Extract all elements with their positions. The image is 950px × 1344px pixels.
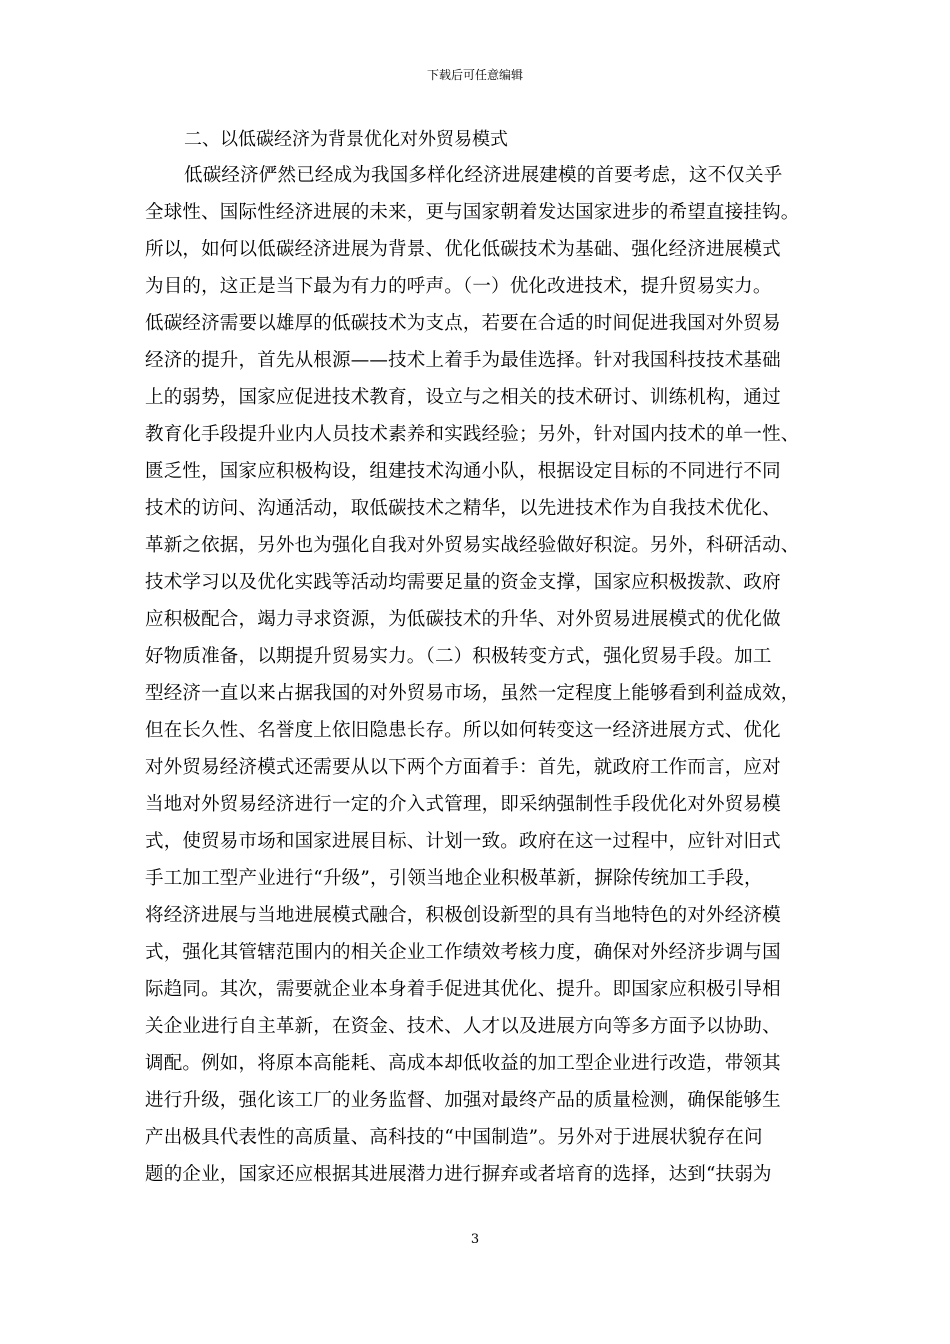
body-line: 所以，如何以低碳经济进展为背景、优化低碳技术为基础、强化经济进展模式 xyxy=(145,239,781,260)
page-number: 3 xyxy=(470,1232,480,1247)
body-line: 进行升级，强化该工厂的业务监督、加强对最终产品的质量检测，确保能够生 xyxy=(145,1090,781,1111)
body-line: 对外贸易经济模式还需要从以下两个方面着手：首先，就政府工作而言，应对 xyxy=(145,757,781,778)
body-line: 式，使贸易市场和国家进展目标、计划一致。政府在这一过程中，应针对旧式 xyxy=(145,831,781,852)
body-line: 好物质准备，以期提升贸易实力。（二）积极转变方式，强化贸易手段。加工 xyxy=(145,646,772,667)
page-header: 下载后可任意编辑 xyxy=(426,68,523,82)
section-heading: 二、以低碳经济为背景优化对外贸易模式 xyxy=(184,129,508,150)
body-line: 产出极具代表性的高质量、高科技的“中国制造”。另外对于进展状貌存在问 xyxy=(145,1127,763,1148)
body-line: 低碳经济俨然已经成为我国多样化经济进展建模的首要考虑，这不仅关乎 xyxy=(184,165,783,186)
body-line: 技术学习以及优化实践等活动均需要足量的资金支撑，国家应积极拨款、政府 xyxy=(145,572,781,593)
body-line: 关企业进行自主革新，在资金、技术、人才以及进展方向等多方面予以协助、 xyxy=(145,1016,781,1037)
body-line: 应积极配合，竭力寻求资源，为低碳技术的升华、对外贸易进展模式的优化做 xyxy=(145,609,781,630)
body-line: 际趋同。其次，需要就企业本身着手促进其优化、提升。即国家应积极引导相 xyxy=(145,979,781,1000)
body-line: 技术的访问、沟通活动，取低碳技术之精华，以先进技术作为自我技术优化、 xyxy=(145,498,781,519)
body-line: 经济的提升，首先从根源——技术上着手为最佳选择。针对我国科技技术基础 xyxy=(145,350,781,371)
body-line: 全球性、国际性经济进展的未来，更与国家朝着发达国家进步的希望直接挂钩。 xyxy=(145,202,800,223)
body-line: 调配。例如，将原本高能耗、高成本却低收益的加工型企业进行改造，带领其 xyxy=(145,1053,781,1074)
body-line: 为目的，这正是当下最为有力的呼声。（一）优化改进技术，提升贸易实力。 xyxy=(145,276,772,297)
body-line: 题的企业，国家还应根据其进展潜力进行摒弃或者培育的选择，达到“扶弱为 xyxy=(145,1164,772,1185)
body-line: 当地对外贸易经济进行一定的介入式管理，即采纳强制性手段优化对外贸易模 xyxy=(145,794,781,815)
body-line: 低碳经济需要以雄厚的低碳技术为支点，若要在合适的时间促进我国对外贸易 xyxy=(145,313,781,334)
body-line: 教育化手段提升业内人员技术素养和实践经验；另外，针对国内技术的单一性、 xyxy=(145,424,800,445)
body-line: 革新之依据，另外也为强化自我对外贸易实战经验做好积淀。另外，科研活动、 xyxy=(145,535,800,556)
body-line: 型经济一直以来占据我国的对外贸易市场，虽然一定程度上能够看到利益成效， xyxy=(145,683,800,704)
body-line: 将经济进展与当地进展模式融合，积极创设新型的具有当地特色的对外经济模 xyxy=(145,905,781,926)
body-line: 式，强化其管辖范围内的相关企业工作绩效考核力度，确保对外经济步调与国 xyxy=(145,942,781,963)
body-line: 但在长久性、名誉度上依旧隐患长存。所以如何转变这一经济进展方式、优化 xyxy=(145,720,781,741)
body-line: 上的弱势，国家应促进技术教育，设立与之相关的技术研讨、训练机构，通过 xyxy=(145,387,781,408)
body-line: 手工加工型产业进行“升级”，引领当地企业积极革新，摒除传统加工手段， xyxy=(145,868,763,889)
body-line: 匮乏性，国家应积极构设，组建技术沟通小队，根据设定目标的不同进行不同 xyxy=(145,461,781,482)
